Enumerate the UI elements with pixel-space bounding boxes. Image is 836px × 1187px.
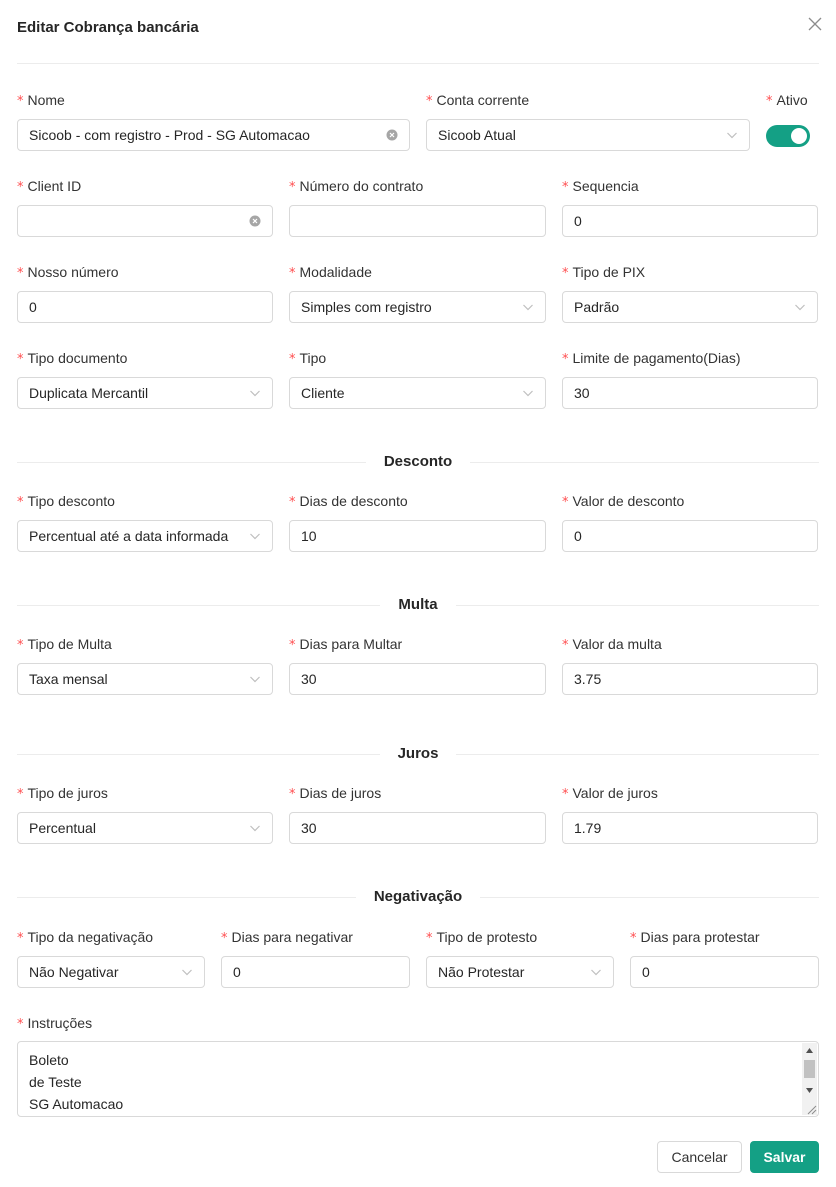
chevron-down-icon (794, 301, 806, 313)
chevron-down-icon (590, 966, 602, 978)
instrucoes-textarea[interactable] (17, 1041, 819, 1117)
clear-icon[interactable] (386, 129, 398, 141)
dias-protestar-label: Dias para protestar (640, 929, 760, 945)
section-divider-juros (17, 744, 819, 764)
modalidade-label: Modalidade (299, 264, 372, 280)
tipo-documento-value: Duplicata Mercantil (29, 385, 149, 401)
section-divider-multa (17, 595, 819, 615)
required-mark: * (221, 931, 228, 946)
dias-juros-input[interactable] (289, 812, 546, 844)
nome-value: Sicoob - com registro - Prod - SG Automacao (29, 127, 310, 143)
scroll-down-arrow-icon[interactable] (802, 1083, 817, 1097)
required-mark: * (17, 352, 24, 367)
limite-pagamento-label: Limite de pagamento(Dias) (572, 350, 741, 366)
dias-multar-value: 30 (301, 671, 317, 687)
valor-desconto-label: Valor de desconto (572, 493, 685, 509)
dias-protestar-input[interactable] (630, 956, 819, 988)
modalidade-value: Simples com registro (301, 299, 432, 315)
chevron-down-icon (522, 301, 534, 313)
required-mark: * (562, 787, 569, 802)
tipo-pix-label: Tipo de PIX (572, 264, 646, 280)
tipo-negativacao-value: Não Negativar (29, 964, 119, 980)
nome-input[interactable] (17, 119, 410, 151)
modalidade-select[interactable] (289, 291, 546, 323)
chevron-down-icon (181, 966, 193, 978)
valor-multa-value: 3.75 (574, 671, 602, 687)
resize-handle-icon[interactable] (805, 1103, 817, 1115)
nosso-numero-value: 0 (29, 299, 37, 315)
required-mark: * (17, 266, 24, 281)
required-mark: * (562, 495, 569, 510)
valor-desconto-value: 0 (574, 528, 582, 544)
field-instrucoes (17, 1014, 819, 1038)
sequencia-label: Sequencia (572, 178, 639, 194)
tipo-desconto-value: Percentual até a data informada (29, 528, 229, 544)
tipo-protesto-select[interactable] (426, 956, 614, 988)
required-mark: * (426, 931, 433, 946)
dias-juros-value: 30 (301, 820, 317, 836)
required-mark: * (17, 638, 24, 653)
instrucoes-line: SG Automacao (29, 1096, 124, 1112)
nosso-numero-label: Nosso número (27, 264, 119, 280)
valor-juros-value: 1.79 (574, 820, 602, 836)
tipo-negativacao-select[interactable] (17, 956, 205, 988)
ativo-label: Ativo (776, 92, 808, 108)
tipo-protesto-value: Não Protestar (438, 964, 525, 980)
required-mark: * (17, 1017, 24, 1032)
required-mark: * (562, 638, 569, 653)
cancel-button[interactable]: Cancelar (657, 1141, 742, 1173)
conta-corrente-label: Conta corrente (436, 92, 530, 108)
section-title-multa: Multa (380, 596, 455, 613)
tipo-documento-select[interactable] (17, 377, 273, 409)
valor-juros-label: Valor de juros (572, 785, 658, 801)
tipo-desconto-label: Tipo desconto (27, 493, 115, 509)
tipo-desconto-select[interactable] (17, 520, 273, 552)
dias-desconto-label: Dias de desconto (299, 493, 408, 509)
client-id-input[interactable] (17, 205, 273, 237)
required-mark: * (17, 787, 24, 802)
save-button[interactable]: Salvar (750, 1141, 819, 1173)
instrucoes-line: de Teste (29, 1074, 82, 1090)
instrucoes-line: Boleto (29, 1052, 69, 1068)
ativo-toggle[interactable] (766, 125, 810, 147)
valor-juros-input[interactable] (562, 812, 818, 844)
toggle-knob (791, 128, 807, 144)
scrollbar-thumb[interactable] (804, 1060, 815, 1078)
tipo-documento-label: Tipo documento (27, 350, 128, 366)
tipo-juros-select[interactable] (17, 812, 273, 844)
limite-pagamento-input[interactable] (562, 377, 818, 409)
sequencia-value: 0 (574, 213, 582, 229)
tipo-multa-value: Taxa mensal (29, 671, 108, 687)
limite-pagamento-value: 30 (574, 385, 590, 401)
valor-multa-input[interactable] (562, 663, 818, 695)
section-title-negativacao: Negativação (356, 888, 480, 905)
required-mark: * (289, 495, 296, 510)
dias-desconto-input[interactable] (289, 520, 546, 552)
chevron-down-icon (249, 387, 261, 399)
dias-juros-label: Dias de juros (299, 785, 382, 801)
numero-contrato-label: Número do contrato (299, 178, 424, 194)
chevron-down-icon (522, 387, 534, 399)
nome-label: Nome (27, 92, 65, 108)
client-id-label: Client ID (27, 178, 82, 194)
close-icon (808, 17, 822, 31)
valor-desconto-input[interactable] (562, 520, 818, 552)
chevron-down-icon (726, 129, 738, 141)
dias-negativar-value: 0 (233, 964, 241, 980)
tipo-juros-value: Percentual (29, 820, 96, 836)
tipo-value: Cliente (301, 385, 345, 401)
dias-desconto-value: 10 (301, 528, 317, 544)
required-mark: * (17, 495, 24, 510)
instrucoes-label: Instruções (27, 1015, 93, 1031)
chevron-down-icon (249, 530, 261, 542)
required-mark: * (766, 94, 773, 109)
nosso-numero-input[interactable] (17, 291, 273, 323)
conta-corrente-value: Sicoob Atual (438, 127, 516, 143)
tipo-pix-value: Padrão (574, 299, 620, 315)
tipo-negativacao-label: Tipo da negativação (27, 929, 154, 945)
chevron-down-icon (249, 673, 261, 685)
section-divider-negativacao (17, 887, 819, 907)
close-button[interactable] (803, 12, 827, 36)
header-divider (17, 63, 819, 64)
section-title-desconto: Desconto (366, 453, 470, 470)
conta-corrente-select[interactable] (426, 119, 750, 151)
required-mark: * (289, 352, 296, 367)
required-mark: * (289, 266, 296, 281)
tipo-pix-select[interactable] (562, 291, 818, 323)
chevron-down-icon (249, 822, 261, 834)
section-title-juros: Juros (380, 745, 457, 762)
required-mark: * (562, 180, 569, 195)
section-divider-desconto (17, 452, 819, 472)
tipo-multa-select[interactable] (17, 663, 273, 695)
required-mark: * (630, 931, 637, 946)
dias-negativar-label: Dias para negativar (231, 929, 353, 945)
dias-protestar-value: 0 (642, 964, 650, 980)
valor-multa-label: Valor da multa (572, 636, 662, 652)
tipo-juros-label: Tipo de juros (27, 785, 108, 801)
dias-negativar-input[interactable] (221, 956, 410, 988)
modal-title: Editar Cobrança bancária (17, 19, 199, 36)
required-mark: * (289, 638, 296, 653)
required-mark: * (289, 787, 296, 802)
tipo-protesto-label: Tipo de protesto (436, 929, 538, 945)
tipo-label: Tipo (299, 350, 327, 366)
dias-multar-input[interactable] (289, 663, 546, 695)
required-mark: * (562, 352, 569, 367)
required-mark: * (17, 180, 24, 195)
dias-multar-label: Dias para Multar (299, 636, 403, 652)
clear-icon[interactable] (249, 215, 261, 227)
numero-contrato-input[interactable] (289, 205, 546, 237)
required-mark: * (426, 94, 433, 109)
required-mark: * (562, 266, 569, 281)
scroll-up-arrow-icon[interactable] (802, 1043, 817, 1057)
required-mark: * (17, 94, 24, 109)
required-mark: * (17, 931, 24, 946)
sequencia-input[interactable] (562, 205, 818, 237)
tipo-multa-label: Tipo de Multa (27, 636, 112, 652)
required-mark: * (289, 180, 296, 195)
tipo-select[interactable] (289, 377, 546, 409)
